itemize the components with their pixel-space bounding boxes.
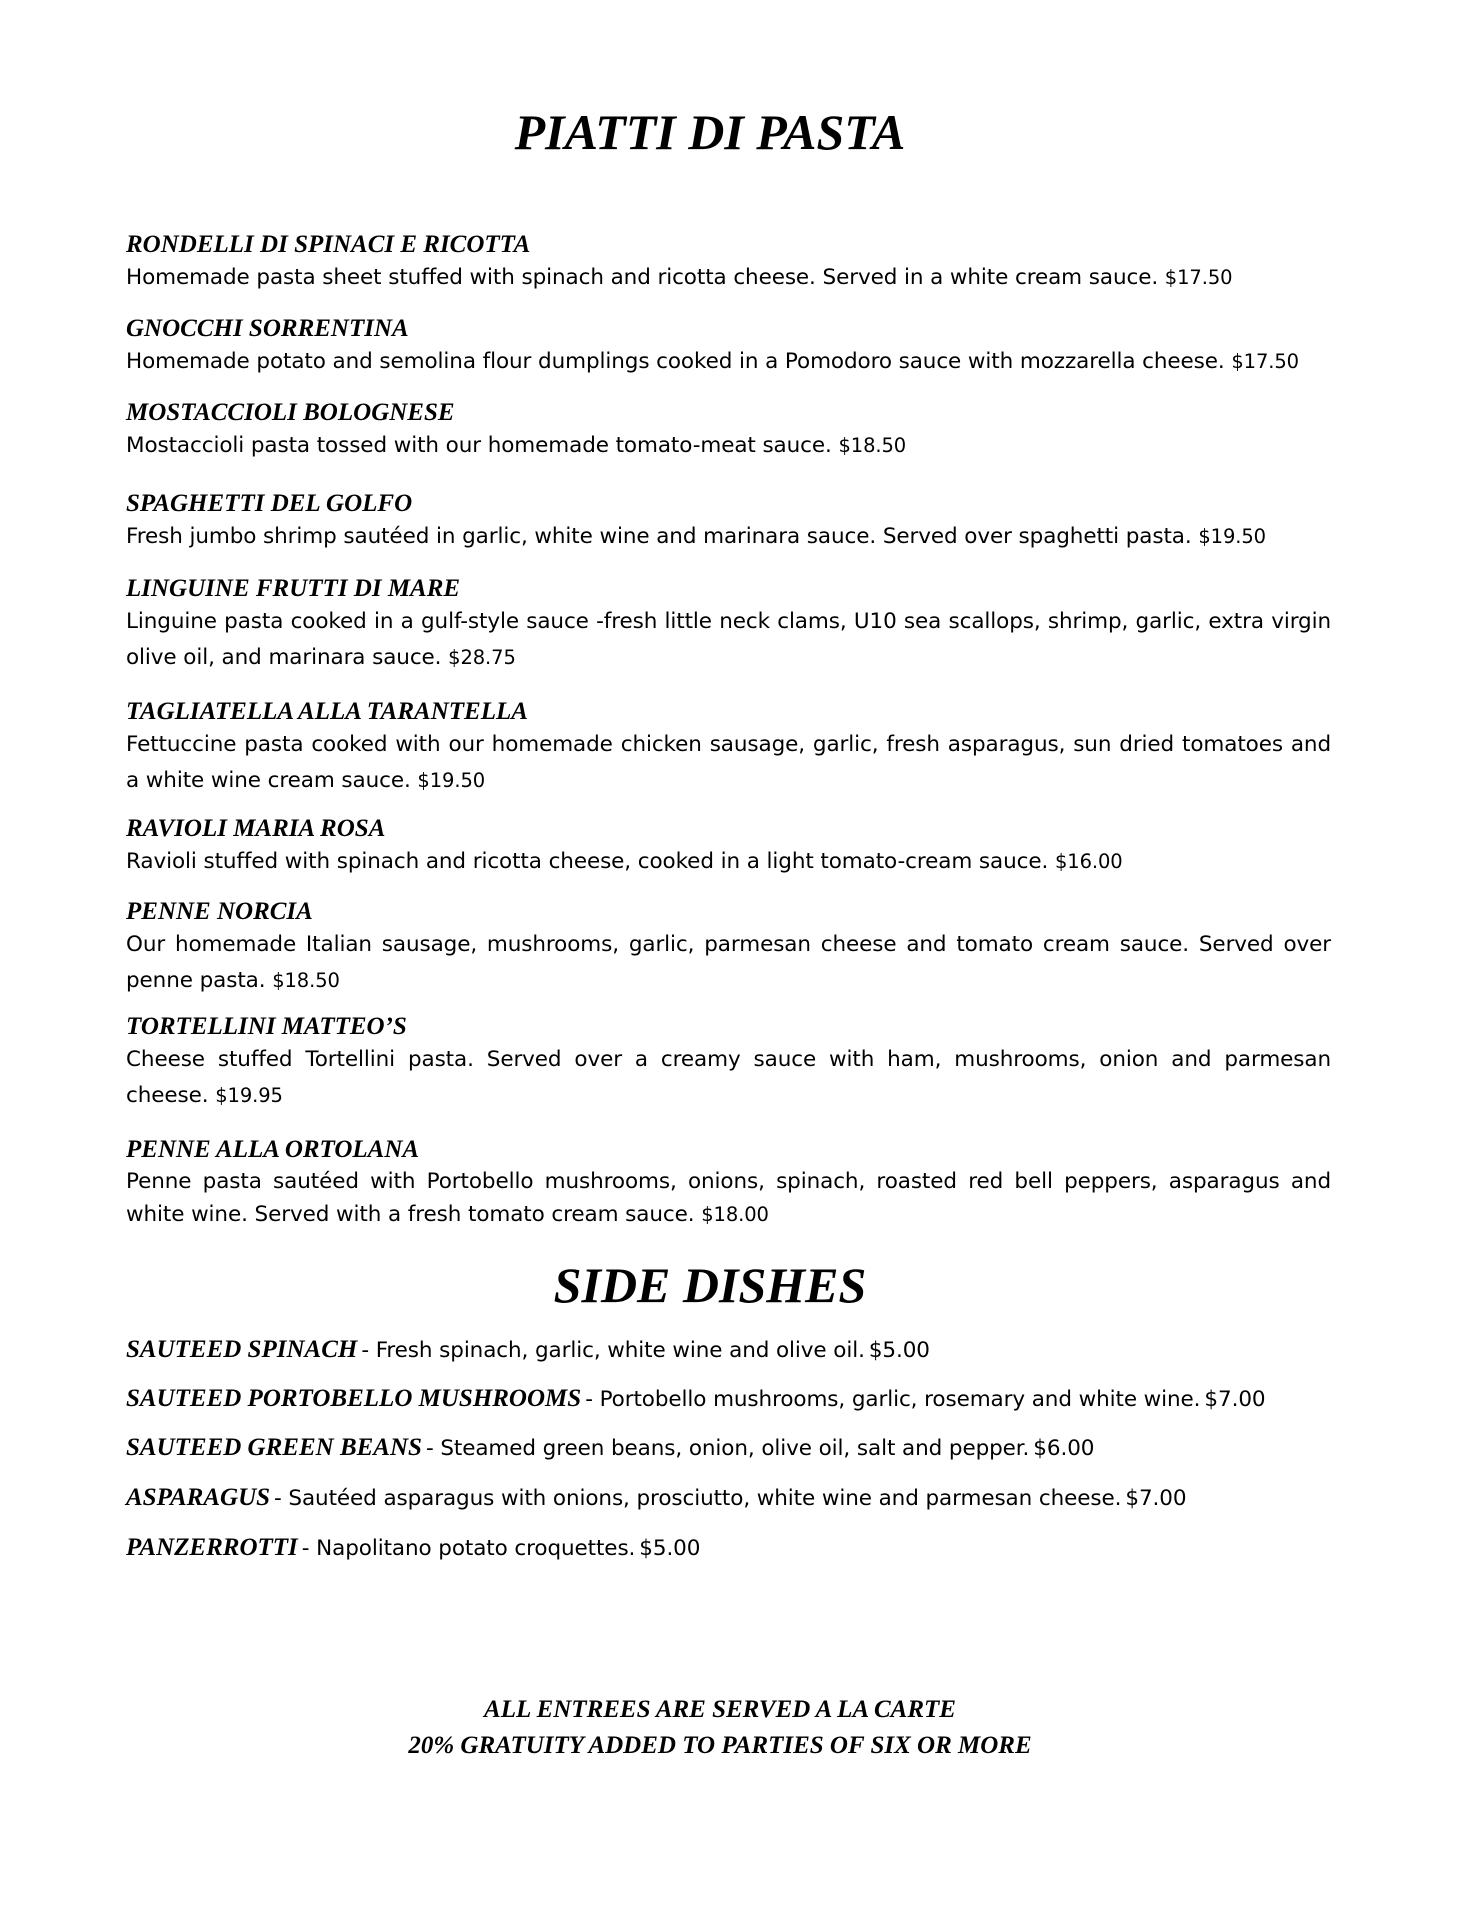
side-dish-item <box>126 1434 1356 1462</box>
pasta-item-description-text: Our homemade Italian sausage, mushrooms, garlic, parmesan cheese and tomato cream sauce. Served over penne pasta. <box>126 932 1331 993</box>
pasta-item-description-text: Fresh jumbo shrimp sautéed in garlic, white wine and marinara sauce. Served over spaghetti pasta. <box>126 524 1192 549</box>
side-dish-description: - Fresh spinach, garlic, white wine and olive oil. <box>361 1338 865 1363</box>
side-dish-price: $7.00 <box>1204 1387 1266 1412</box>
side-dish-name: SAUTEED PORTOBELLO MUSHROOMS <box>126 1385 582 1412</box>
pasta-item-description-text: Penne pasta sautéed with Portobello mushrooms, onions, spinach, roasted red bell peppers, asparagus and white wine. Served with a fresh tomato cream sauce. <box>126 1169 1331 1227</box>
pasta-item-price: $18.00 <box>701 1203 769 1226</box>
pasta-item-name: RONDELLI DI SPINACI E RICOTTA <box>126 231 531 258</box>
pasta-item-description-text: Homemade potato and semolina flour dumplings cooked in a Pomodoro sauce with mozzarella cheese. <box>126 349 1225 374</box>
pasta-item <box>126 574 1331 676</box>
footer-note <box>0 1692 1440 1764</box>
side-dish-name: PANZERROTTI <box>126 1534 298 1561</box>
pasta-item <box>126 314 1331 380</box>
side-dish-description: - Napolitano potato croquettes. <box>301 1536 636 1561</box>
pasta-item-price: $18.50 <box>838 434 907 457</box>
side-dish-item <box>126 1385 1356 1413</box>
pasta-item-name: MOSTACCIOLI BOLOGNESE <box>126 399 455 426</box>
pasta-item-description-text: Homemade pasta sheet stuffed with spinach and ricotta cheese. Served in a white cream sauce. <box>126 265 1159 290</box>
pasta-section-title: PIATTI DI PASTA <box>514 104 906 160</box>
pasta-item-description <box>126 1042 1331 1114</box>
pasta-item <box>126 897 1331 999</box>
pasta-item <box>126 398 1331 464</box>
pasta-item-name: RAVIOLI MARIA ROSA <box>126 815 386 842</box>
side-dish-name: ASPARAGUS <box>126 1484 271 1511</box>
pasta-item-name: TORTELLINI MATTEO’S <box>126 1013 407 1040</box>
side-dish-description: - Portobello mushrooms, garlic, rosemary and white wine. <box>585 1387 1201 1412</box>
pasta-item-price: $19.50 <box>1198 525 1266 548</box>
pasta-item-description <box>126 844 1331 880</box>
pasta-item <box>126 1135 1331 1231</box>
side-dish-description: - Steamed green beans, onion, olive oil, salt and pepper. <box>425 1436 1030 1461</box>
pasta-item-name: LINGUINE FRUTTI DI MARE <box>126 575 461 602</box>
side-dish-price: $7.00 <box>1125 1486 1187 1511</box>
side-dish-price: $5.00 <box>868 1338 930 1363</box>
pasta-item-description <box>126 604 1331 676</box>
pasta-item-description <box>126 260 1331 296</box>
pasta-item-name: TAGLIATELLA ALLA TARANTELLA <box>126 698 528 725</box>
side-dish-item <box>126 1336 1356 1364</box>
pasta-item-description-text: Fettuccine pasta cooked with our homemade chicken sausage, garlic, fresh asparagus, sun dried tomatoes and a white wine cream sauce. <box>126 732 1331 793</box>
pasta-item-description <box>126 927 1331 999</box>
side-dish-price: $6.00 <box>1033 1436 1095 1461</box>
pasta-item-name: PENNE NORCIA <box>126 898 313 925</box>
pasta-item-description-text: Cheese stuffed Tortellini pasta. Served over a creamy sauce with ham, mushrooms, onion and parmesan cheese. <box>126 1047 1331 1108</box>
pasta-item <box>126 230 1331 296</box>
pasta-item-name: PENNE ALLA ORTOLANA <box>126 1136 420 1163</box>
pasta-item-price: $19.50 <box>417 769 486 792</box>
pasta-item-description <box>126 428 1331 464</box>
pasta-item-name: GNOCCHI SORRENTINA <box>126 315 409 342</box>
footer-line-a-la-carte: ALL ENTREES ARE SERVED A LA CARTE <box>484 1696 956 1723</box>
pasta-item-price: $18.50 <box>272 969 340 992</box>
side-dish-item <box>126 1484 1356 1512</box>
pasta-item-price: $19.95 <box>215 1084 283 1107</box>
pasta-item-description-text: Mostaccioli pasta tossed with our homemade tomato-meat sauce. <box>126 433 832 458</box>
pasta-item-price: $16.00 <box>1054 850 1123 873</box>
pasta-item-description <box>126 727 1331 799</box>
side-dish-price: $5.00 <box>639 1536 701 1561</box>
side-dish-item <box>126 1534 1356 1562</box>
side-dish-description: - Sautéed asparagus with onions, prosciutto, white wine and parmesan cheese. <box>274 1486 1122 1511</box>
pasta-item-price: $17.50 <box>1164 266 1233 289</box>
pasta-item <box>126 1012 1331 1114</box>
pasta-item-description-text: Linguine pasta cooked in a gulf-style sauce -fresh little neck clams, U10 sea scallops, shrimp, garlic, extra virgin olive oil, and marinara sauce. <box>126 609 1331 670</box>
pasta-item-name: SPAGHETTI DEL GOLFO <box>126 490 413 517</box>
pasta-item-price: $17.50 <box>1231 350 1299 373</box>
side-dish-name: SAUTEED SPINACH <box>126 1336 358 1363</box>
side-dish-name: SAUTEED GREEN BEANS <box>126 1434 422 1461</box>
side-dishes-section-title: SIDE DISHES <box>553 1257 867 1313</box>
pasta-item <box>126 697 1331 799</box>
pasta-item-description-text: Ravioli stuffed with spinach and ricotta cheese, cooked in a light tomato-cream sauce. <box>126 849 1049 874</box>
pasta-item <box>126 814 1331 880</box>
pasta-item-price: $28.75 <box>448 646 516 669</box>
footer-line-gratuity: 20% GRATUITY ADDED TO PARTIES OF SIX OR MORE <box>408 1732 1032 1759</box>
pasta-item-description <box>126 344 1331 380</box>
pasta-item-description <box>126 519 1331 555</box>
pasta-item-description <box>126 1165 1331 1231</box>
pasta-item <box>126 489 1331 555</box>
